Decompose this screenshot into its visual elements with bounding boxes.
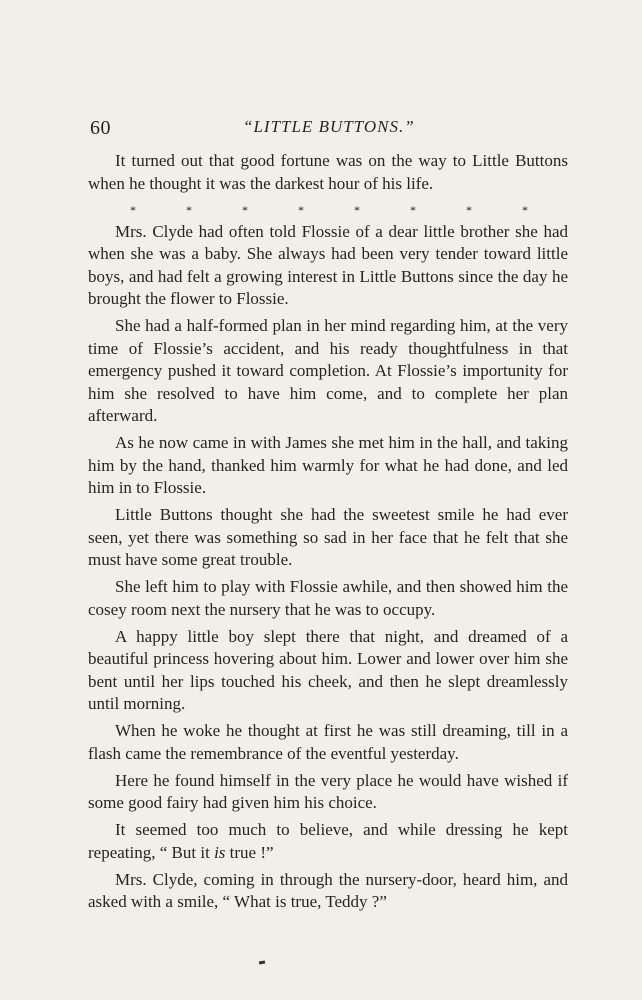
asterisk: * bbox=[410, 202, 416, 217]
ink-mark bbox=[259, 961, 265, 965]
paragraph: Little Buttons thought she had the sweetest smile he had ever seen, yet there was something so sad in her face that he felt that she must have some great trouble. bbox=[88, 505, 568, 569]
paragraph: Here he found himself in the very place he would have wished if some good fairy had given him his choice. bbox=[88, 770, 568, 812]
page-number: 60 bbox=[90, 117, 111, 139]
asterisk: * bbox=[522, 202, 528, 217]
asterisk: * bbox=[466, 202, 472, 217]
paragraph bbox=[88, 819, 568, 864]
paragraph: As he now came in with James she met him in the hall, and taking him by the hand, thanked him warmly for what he had done, and led him in to Flossie. bbox=[88, 433, 568, 497]
running-title: “LITTLE BUTTONS.” bbox=[243, 117, 415, 136]
paragraph: She left him to play with Flossie awhile, and then showed him the cosey room next the nursery that he was to occupy. bbox=[88, 577, 568, 619]
asterisk: * bbox=[242, 202, 248, 217]
paragraph-text: It seemed too much to believe, and while dressing he kept repeating, “ But it bbox=[88, 820, 568, 862]
section-break bbox=[88, 200, 568, 221]
asterisk: * bbox=[130, 202, 136, 217]
paragraph: She had a half-formed plan in her mind regarding him, at the very time of Flossie’s accident, and his ready thoughtfulness in that emergency pushed it toward completion. At Flossie’s importunity for him she resolved to have him come, and to complete her plan afterward. bbox=[88, 316, 568, 425]
paragraph: It turned out that good fortune was on the way to Little Buttons when he thought it was the darkest hour of his life. bbox=[88, 151, 568, 193]
asterisk: * bbox=[298, 202, 304, 217]
asterisk: * bbox=[354, 202, 360, 217]
body-text bbox=[88, 150, 568, 918]
paragraph: A happy little boy slept there that night, and dreamed of a beautiful princess hovering about him. Lower and lower over him she bent until her lips touched his cheek, and then he slept dreamlessly until morning. bbox=[88, 626, 568, 713]
paragraph: When he woke he thought at first he was still dreaming, till in a flash came the remembrance of the eventful yesterday. bbox=[88, 721, 568, 763]
paragraph: Mrs. Clyde had often told Flossie of a dear little brother she had when she was a baby. She always had been very tender toward little boys, and had felt a growing interest in Little Buttons since the day he brought the flower to Flossie. bbox=[88, 221, 568, 308]
paragraph: Mrs. Clyde, coming in through the nursery-door, heard him, and asked with a smile, “ What is true, Teddy ?” bbox=[88, 869, 568, 911]
paragraph-text: true !” bbox=[225, 842, 274, 862]
asterisk: * bbox=[186, 202, 192, 217]
emphasized-word: is bbox=[214, 842, 226, 862]
